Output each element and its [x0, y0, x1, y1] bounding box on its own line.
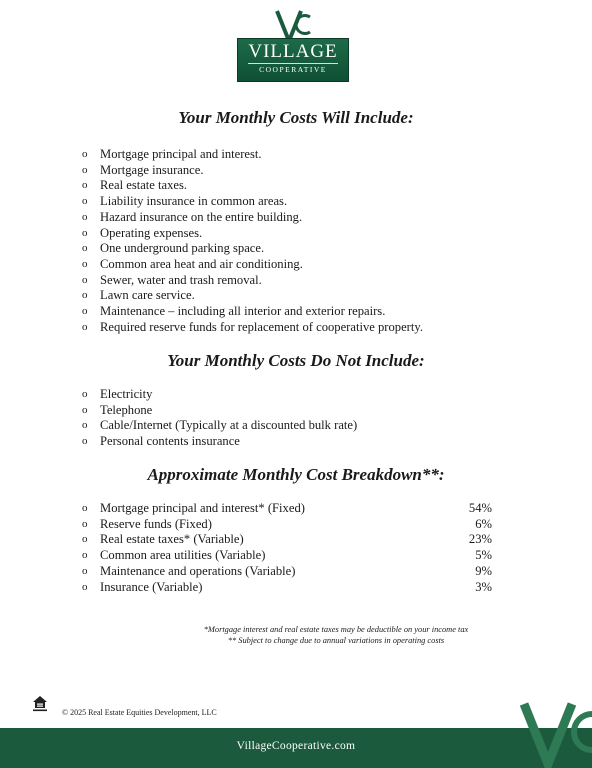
list-item-label: Reserve funds (Fixed)	[100, 516, 212, 531]
logo-wordmark: VILLAGE	[248, 41, 338, 62]
bullet-icon: o	[82, 502, 88, 514]
list-item	[82, 273, 423, 289]
bullet-icon: o	[82, 305, 88, 318]
logo-plate	[237, 38, 349, 82]
bullet-icon: o	[82, 533, 88, 546]
bullet-icon: o	[82, 289, 88, 302]
bullet-icon: o	[82, 210, 88, 223]
list-item	[82, 517, 492, 533]
list-item	[82, 178, 423, 194]
list-item-percent: 54%	[468, 501, 492, 515]
logo-subtitle: COOPERATIVE	[248, 63, 338, 75]
cost-breakdown-list	[82, 501, 492, 595]
list-item	[82, 320, 423, 336]
list-item	[82, 147, 423, 163]
list-item-label: Real estate taxes.	[100, 178, 188, 193]
bullet-icon: o	[82, 549, 88, 562]
list-item-label: Mortgage principal and interest* (Fixed)	[100, 501, 305, 515]
list-item-label: Personal contents insurance	[100, 434, 240, 449]
bullet-icon: o	[82, 320, 88, 333]
list-item	[82, 257, 423, 273]
list-item	[82, 387, 357, 403]
list-item-label: Telephone	[100, 402, 153, 417]
included-list	[82, 147, 423, 335]
bullet-icon: o	[82, 148, 88, 160]
list-item	[82, 210, 423, 226]
list-item-label: Maintenance – including all interior and exterior repairs.	[100, 304, 386, 319]
list-item-label: Required reserve funds for replacement of cooperative property.	[100, 319, 423, 334]
list-item	[82, 403, 357, 419]
list-item-label: Electricity	[100, 387, 153, 401]
bullet-icon: o	[82, 435, 88, 448]
list-item	[82, 501, 492, 517]
footnotes	[0, 624, 592, 646]
footnote-subject-to-change: ** Subject to change due to annual variations in operating costs	[227, 636, 445, 645]
list-item-label: Hazard insurance on the entire building.	[100, 209, 303, 224]
bullet-icon: o	[82, 403, 88, 416]
list-item-label: One underground parking space.	[100, 241, 265, 256]
bullet-icon: o	[82, 564, 88, 577]
bullet-icon: o	[82, 419, 88, 432]
list-item	[82, 226, 423, 242]
list-item-label: Operating expenses.	[100, 225, 203, 240]
list-item-percent: 6%	[475, 516, 492, 531]
included-heading: Your Monthly Costs Will Include:	[178, 108, 414, 127]
list-item-label: Common area heat and air conditioning.	[100, 256, 303, 271]
bullet-icon: o	[82, 179, 88, 192]
not-included-list	[82, 387, 357, 450]
breakdown-heading: Approximate Monthly Cost Breakdown**:	[147, 465, 445, 484]
list-item-label: Liability insurance in common areas.	[100, 194, 288, 209]
list-item-percent: 9%	[475, 563, 492, 578]
bullet-icon: o	[82, 273, 88, 286]
list-item-label: Lawn care service.	[100, 288, 195, 303]
list-item	[82, 418, 357, 434]
list-item	[82, 548, 492, 564]
list-item-label: Common area utilities (Variable)	[100, 548, 266, 563]
list-item	[82, 532, 492, 548]
bullet-icon: o	[82, 388, 88, 400]
list-item-label: Cable/Internet (Typically at a discounted bulk rate)	[100, 418, 358, 433]
footnote-tax: *Mortgage interest and real estate taxes may be deductible on your income tax	[203, 625, 469, 634]
list-item	[82, 304, 423, 320]
village-cooperative-logo	[237, 8, 349, 76]
vc-corner-monogram-icon	[518, 700, 592, 768]
list-item-percent: 23%	[468, 532, 492, 547]
footer-url[interactable]: VillageCooperative.com	[236, 740, 356, 752]
list-item	[82, 564, 492, 580]
list-item-label: Mortgage principal and interest.	[100, 147, 262, 161]
list-item	[82, 288, 423, 304]
bullet-icon: o	[82, 195, 88, 208]
list-item	[82, 194, 423, 210]
list-item-label: Mortgage insurance.	[100, 162, 204, 177]
list-item-label: Sewer, water and trash removal.	[100, 272, 262, 287]
bullet-icon: o	[82, 163, 88, 176]
list-item-label: Insurance (Variable)	[100, 579, 203, 594]
list-item-percent: 3%	[475, 579, 492, 594]
copyright: © 2025 Real Estate Equities Development, LLC	[62, 708, 217, 717]
list-item	[82, 163, 423, 179]
list-item-percent: 5%	[475, 548, 492, 563]
bullet-icon: o	[82, 242, 88, 255]
list-item-label: Real estate taxes* (Variable)	[100, 532, 244, 547]
list-item-label: Maintenance and operations (Variable)	[100, 563, 296, 578]
list-item	[82, 241, 423, 257]
not-included-heading: Your Monthly Costs Do Not Include:	[167, 351, 425, 370]
bullet-icon: o	[82, 580, 88, 593]
bullet-icon: o	[82, 257, 88, 270]
list-item	[82, 434, 357, 450]
equal-housing-icon	[32, 694, 48, 712]
bullet-icon: o	[82, 226, 88, 239]
list-item	[82, 580, 492, 596]
bullet-icon: o	[82, 517, 88, 530]
